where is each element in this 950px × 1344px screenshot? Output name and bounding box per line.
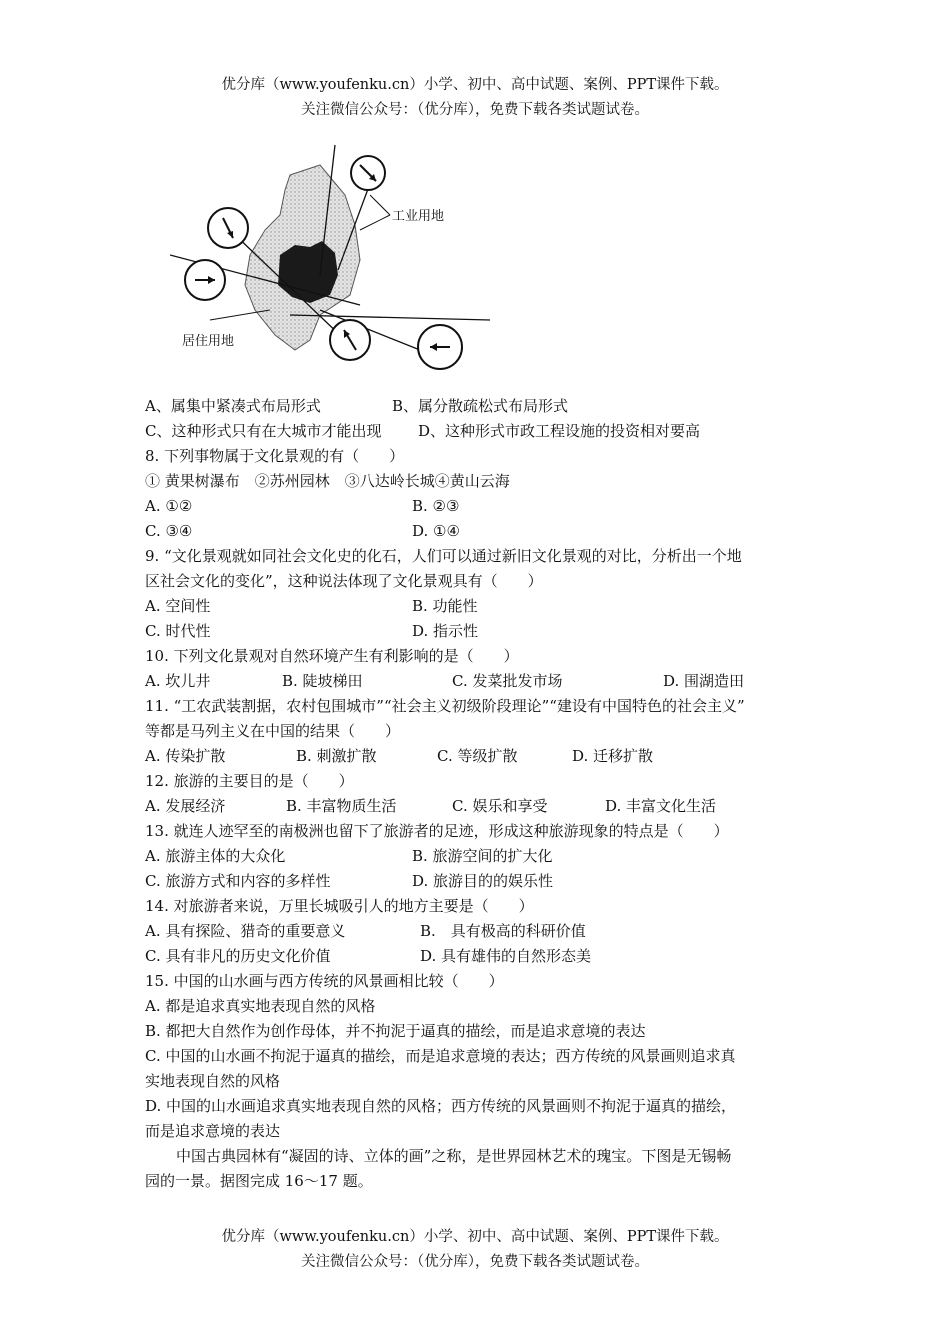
q10-option-a: A. 坎儿井 [145,672,211,690]
q10-stem: 10. 下列文化景观对自然环境产生有利影响的是（ ） [145,647,519,665]
q14-option-b: B. 具有极高的科研价值 [420,922,586,940]
q14-stem: 14. 对旅游者来说，万里长城吸引人的地方主要是（ ） [145,897,534,915]
q13-option-b: B. 旅游空间的扩大化 [412,847,553,865]
q8-option-b: B. ②③ [412,497,460,515]
q15-option-c-line-2: 实地表现自然的风格 [145,1072,281,1090]
q14-option-c: C. 具有非凡的历史文化价值 [145,947,331,965]
q10-option-b: B. 陡坡梯田 [282,672,363,690]
q7-option-a: A、属集中紧凑式布局形式 [145,397,321,415]
q9-option-a: A. 空间性 [145,597,211,615]
q10-option-d: D. 围湖造田 [663,672,745,690]
q15-option-c-line-1: C. 中国的山水画不拘泥于逼真的描绘，而是追求意境的表达；西方传统的风景画则追求真 [145,1047,736,1065]
q12-stem: 12. 旅游的主要目的是（ ） [145,772,354,790]
q8-items: ① 黄果树瀑布 ②苏州园林 ③八达岭长城④黄山云海 [145,472,510,490]
road-line [290,315,490,320]
q11-option-c: C. 等级扩散 [437,747,518,765]
satellite-town-icon [185,260,225,300]
q8-option-d: D. ①④ [412,522,460,540]
q9-stem-line-2: 区社会文化的变化”，这种说法体现了文化景观具有（ ） [145,572,543,590]
footer-line-2: 关注微信公众号：（优分库），免费下载各类试题试卷。 [301,1254,649,1270]
q13-option-a: A. 旅游主体的大众化 [145,847,286,865]
city-layout-figure [170,135,490,375]
q11-option-d: D. 迁移扩散 [572,747,654,765]
q14-option-d: D. 具有雄伟的自然形态美 [420,947,592,965]
q14-option-a: A. 具有探险、猎奇的重要意义 [145,922,346,940]
q11-option-b: B. 刺激扩散 [296,747,377,765]
footer-line-1: 优分库（www.youfenku.cn）小学、初中、高中试题、案例、PPT课件下载。 [221,1229,729,1245]
header-line-2: 关注微信公众号：（优分库），免费下载各类试题试卷。 [301,102,649,118]
q9-option-c: C. 时代性 [145,622,211,640]
header-line-1: 优分库（www.youfenku.cn）小学、初中、高中试题、案例、PPT课件下载。 [221,77,729,93]
q12-option-d: D. 丰富文化生活 [605,797,717,815]
q11-option-a: A. 传染扩散 [145,747,226,765]
satellite-town-icon [418,325,462,369]
q15-option-b: B. 都把大自然作为创作母体，并不拘泥于逼真的描绘，而是追求意境的表达 [145,1022,646,1040]
q15-stem: 15. 中国的山水画与西方传统的风景画相比较（ ） [145,972,504,990]
q9-stem-line-1: 9. “文化景观就如同社会文化史的化石，人们可以通过新旧文化景观的对比，分析出一个地 [145,547,742,565]
q11-stem-line-2: 等都是马列主义在中国的结果（ ） [145,722,401,740]
intro-line-1: 中国古典园林有“凝固的诗、立体的画”之称，是世界园林艺术的瑰宝。下图是无锡畅 [176,1147,732,1165]
q12-option-c: C. 娱乐和享受 [452,797,548,815]
industrial-land-label: 工业用地 [392,209,445,224]
label-pointer [360,215,390,230]
q7-option-b: B、属分散疏松式布局形式 [392,397,569,415]
q13-stem: 13. 就连人迹罕至的南极洲也留下了旅游者的足迹，形成这种旅游现象的特点是（ ） [145,822,729,840]
satellite-town-icon [351,156,385,190]
q7-option-d: D、这种形式市政工程设施的投资相对要高 [418,422,701,440]
q15-option-d-line-2: 而是追求意境的表达 [145,1122,281,1140]
q9-option-d: D. 指示性 [412,622,479,640]
q12-option-b: B. 丰富物质生活 [286,797,397,815]
q8-option-c: C. ③④ [145,522,193,540]
q13-option-c: C. 旅游方式和内容的多样性 [145,872,331,890]
intro-line-2: 园的一景。据图完成 16～17 题。 [145,1172,373,1190]
q15-option-a: A. 都是追求真实地表现自然的风格 [145,997,376,1015]
q7-option-c: C、这种形式只有在大城市才能出现 [145,422,382,440]
q12-option-a: A. 发展经济 [145,797,226,815]
satellite-town-icon [208,208,248,248]
satellite-town-icon [330,320,370,360]
q13-option-d: D. 旅游目的的娱乐性 [412,872,554,890]
q10-option-c: C. 发菜批发市场 [452,672,563,690]
label-pointer [370,195,390,215]
q15-option-d-line-1: D. 中国的山水画追求真实地表现自然的风格；西方传统的风景画则不拘泥于逼真的描绘， [145,1097,737,1115]
residential-land-label: 居住用地 [182,334,235,349]
q8-option-a: A. ①② [145,497,193,515]
q8-stem: 8. 下列事物属于文化景观的有（ ） [145,447,405,465]
q9-option-b: B. 功能性 [412,597,478,615]
q11-stem-line-1: 11. “工农武装割据，农村包围城市”“社会主义初级阶段理论”“建设有中国特色的社会主义” [145,697,745,715]
